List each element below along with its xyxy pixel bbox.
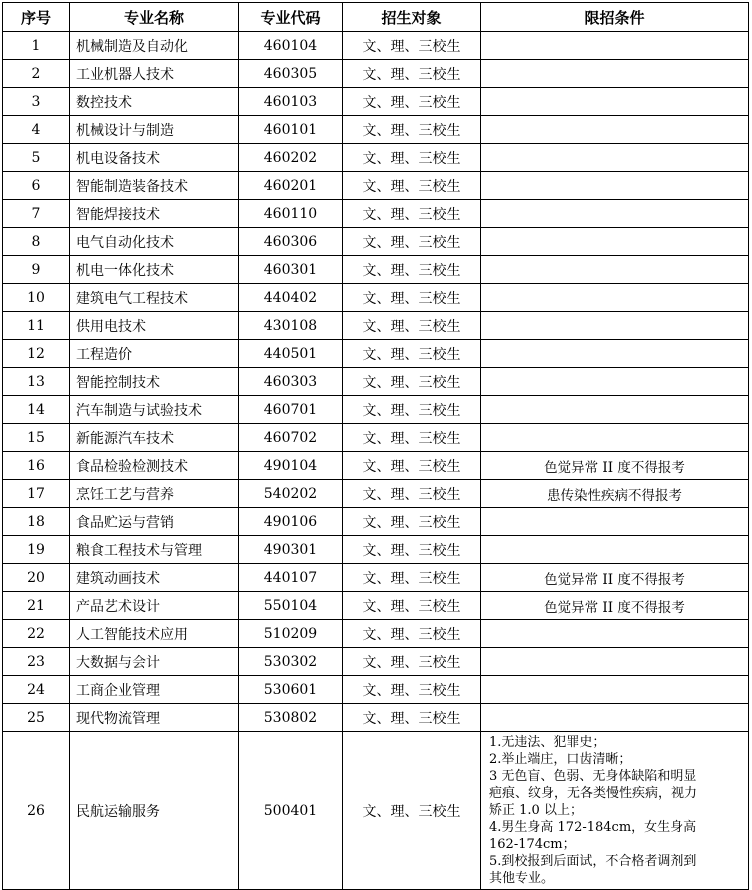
cell-enrollment-target: 文、理、三校生 xyxy=(343,200,481,228)
cell-major-code: 460701 xyxy=(239,396,343,424)
table-row xyxy=(3,256,749,284)
cell-major-code: 530601 xyxy=(239,676,343,704)
cell-restrictions xyxy=(481,508,749,536)
cell-major-code: 460202 xyxy=(239,144,343,172)
restriction-line: 5.到校报到后面试，不合格者调剂到 xyxy=(489,854,697,869)
cell-restrictions xyxy=(481,424,749,452)
cell-major-code: 460303 xyxy=(239,368,343,396)
cell-major-name: 人工智能技术应用 xyxy=(70,620,239,648)
cell-major-name: 食品检验检测技术 xyxy=(70,452,239,480)
restriction-line: 1.无违法、犯罪史； xyxy=(489,735,606,750)
table-row xyxy=(3,368,749,396)
cell-restrictions xyxy=(481,32,749,60)
table-row xyxy=(3,340,749,368)
table-body xyxy=(3,32,749,890)
table-row xyxy=(3,200,749,228)
cell-no: 13 xyxy=(3,368,70,396)
cell-enrollment-target: 文、理、三校生 xyxy=(343,396,481,424)
cell-no: 6 xyxy=(3,172,70,200)
cell-major-code: 460110 xyxy=(239,200,343,228)
restriction-line: 其他专业。 xyxy=(489,871,555,886)
cell-restrictions xyxy=(481,676,749,704)
table-row xyxy=(3,228,749,256)
cell-major-name: 产品艺术设计 xyxy=(70,592,239,620)
cell-major-code: 460103 xyxy=(239,88,343,116)
header-major-name: 专业名称 xyxy=(70,3,239,32)
cell-major-code: 460101 xyxy=(239,116,343,144)
cell-restrictions xyxy=(481,256,749,284)
table-row xyxy=(3,312,749,340)
cell-major-code: 460301 xyxy=(239,256,343,284)
cell-major-code: 460306 xyxy=(239,228,343,256)
cell-major-name: 智能焊接技术 xyxy=(70,200,239,228)
cell-major-code: 430108 xyxy=(239,312,343,340)
cell-major-code: 490301 xyxy=(239,536,343,564)
cell-restrictions xyxy=(481,648,749,676)
cell-enrollment-target: 文、理、三校生 xyxy=(343,732,481,890)
cell-no: 12 xyxy=(3,340,70,368)
cell-restrictions xyxy=(481,228,749,256)
cell-enrollment-target: 文、理、三校生 xyxy=(343,452,481,480)
cell-major-name: 现代物流管理 xyxy=(70,704,239,732)
cell-major-code: 490106 xyxy=(239,508,343,536)
table-row xyxy=(3,172,749,200)
cell-no: 17 xyxy=(3,480,70,508)
cell-major-name: 烹饪工艺与营养 xyxy=(70,480,239,508)
table-row xyxy=(3,704,749,732)
cell-enrollment-target: 文、理、三校生 xyxy=(343,620,481,648)
cell-restrictions xyxy=(481,704,749,732)
cell-no: 2 xyxy=(3,60,70,88)
table-header-row xyxy=(3,3,749,32)
cell-major-name: 智能制造装备技术 xyxy=(70,172,239,200)
cell-no: 25 xyxy=(3,704,70,732)
cell-major-name: 建筑电气工程技术 xyxy=(70,284,239,312)
cell-restrictions: 色觉异常 II 度不得报考 xyxy=(481,564,749,592)
restriction-line: 矫正 1.0 以上； xyxy=(489,803,583,818)
cell-no: 18 xyxy=(3,508,70,536)
cell-no: 20 xyxy=(3,564,70,592)
restriction-line: 疤痕、纹身，无各类慢性疾病，视力 xyxy=(489,786,698,801)
cell-enrollment-target: 文、理、三校生 xyxy=(343,340,481,368)
cell-major-name: 大数据与会计 xyxy=(70,648,239,676)
cell-no: 23 xyxy=(3,648,70,676)
cell-major-name: 新能源汽车技术 xyxy=(70,424,239,452)
cell-major-code: 460201 xyxy=(239,172,343,200)
cell-restrictions xyxy=(481,144,749,172)
cell-major-name: 机电设备技术 xyxy=(70,144,239,172)
cell-major-code: 510209 xyxy=(239,620,343,648)
cell-enrollment-target: 文、理、三校生 xyxy=(343,60,481,88)
table-row xyxy=(3,508,749,536)
table-row xyxy=(3,620,749,648)
cell-no: 24 xyxy=(3,676,70,704)
cell-major-name: 机械制造及自动化 xyxy=(70,32,239,60)
table-row xyxy=(3,480,749,508)
cell-restrictions xyxy=(481,88,749,116)
cell-no: 22 xyxy=(3,620,70,648)
cell-enrollment-target: 文、理、三校生 xyxy=(343,480,481,508)
table-row xyxy=(3,144,749,172)
cell-no: 10 xyxy=(3,284,70,312)
header-no: 序号 xyxy=(3,3,70,32)
cell-restrictions xyxy=(481,340,749,368)
cell-no: 4 xyxy=(3,116,70,144)
header-enrollment-target: 招生对象 xyxy=(343,3,481,32)
cell-major-code: 440501 xyxy=(239,340,343,368)
cell-no: 1 xyxy=(3,32,70,60)
cell-restrictions xyxy=(481,172,749,200)
cell-enrollment-target: 文、理、三校生 xyxy=(343,312,481,340)
cell-major-name: 食品贮运与营销 xyxy=(70,508,239,536)
cell-restrictions xyxy=(481,396,749,424)
cell-enrollment-target: 文、理、三校生 xyxy=(343,564,481,592)
cell-enrollment-target: 文、理、三校生 xyxy=(343,228,481,256)
cell-no: 15 xyxy=(3,424,70,452)
cell-enrollment-target: 文、理、三校生 xyxy=(343,88,481,116)
admission-majors-table xyxy=(2,2,749,890)
cell-restrictions xyxy=(481,284,749,312)
cell-no: 19 xyxy=(3,536,70,564)
table-row xyxy=(3,452,749,480)
cell-major-name: 数控技术 xyxy=(70,88,239,116)
table-row xyxy=(3,424,749,452)
header-restrictions: 限招条件 xyxy=(481,3,749,32)
cell-enrollment-target: 文、理、三校生 xyxy=(343,32,481,60)
cell-no: 5 xyxy=(3,144,70,172)
cell-restrictions xyxy=(481,620,749,648)
cell-no: 11 xyxy=(3,312,70,340)
cell-major-code: 530302 xyxy=(239,648,343,676)
cell-enrollment-target: 文、理、三校生 xyxy=(343,368,481,396)
cell-no: 3 xyxy=(3,88,70,116)
cell-major-name: 工商企业管理 xyxy=(70,676,239,704)
table-row xyxy=(3,732,749,890)
cell-enrollment-target: 文、理、三校生 xyxy=(343,508,481,536)
cell-major-code: 460104 xyxy=(239,32,343,60)
cell-major-name: 汽车制造与试验技术 xyxy=(70,396,239,424)
table-row xyxy=(3,60,749,88)
table-row xyxy=(3,396,749,424)
cell-major-name: 电气自动化技术 xyxy=(70,228,239,256)
restriction-line: 4.男生身高 172-184cm，女生身高 xyxy=(489,820,697,835)
restriction-line: 3 无色盲、色弱、无身体缺陷和明显 xyxy=(489,769,697,784)
table-row xyxy=(3,648,749,676)
cell-enrollment-target: 文、理、三校生 xyxy=(343,172,481,200)
cell-enrollment-target: 文、理、三校生 xyxy=(343,144,481,172)
cell-major-code: 530802 xyxy=(239,704,343,732)
cell-restrictions xyxy=(481,536,749,564)
cell-major-name: 供用电技术 xyxy=(70,312,239,340)
cell-restrictions: 色觉异常 II 度不得报考 xyxy=(481,592,749,620)
header-major-code: 专业代码 xyxy=(239,3,343,32)
cell-major-name: 智能控制技术 xyxy=(70,368,239,396)
cell-restrictions xyxy=(481,116,749,144)
cell-major-code: 540202 xyxy=(239,480,343,508)
cell-no: 8 xyxy=(3,228,70,256)
cell-restrictions xyxy=(481,312,749,340)
cell-major-name: 建筑动画技术 xyxy=(70,564,239,592)
cell-enrollment-target: 文、理、三校生 xyxy=(343,648,481,676)
cell-restrictions xyxy=(481,732,749,890)
table-row xyxy=(3,88,749,116)
cell-major-name: 工业机器人技术 xyxy=(70,60,239,88)
cell-no: 14 xyxy=(3,396,70,424)
cell-major-code: 440107 xyxy=(239,564,343,592)
cell-restrictions xyxy=(481,368,749,396)
table-row xyxy=(3,284,749,312)
cell-major-code: 440402 xyxy=(239,284,343,312)
cell-major-code: 460702 xyxy=(239,424,343,452)
table-row xyxy=(3,116,749,144)
cell-major-code: 550104 xyxy=(239,592,343,620)
cell-major-code: 490104 xyxy=(239,452,343,480)
cell-major-name: 机电一体化技术 xyxy=(70,256,239,284)
table-row xyxy=(3,536,749,564)
cell-major-name: 机械设计与制造 xyxy=(70,116,239,144)
cell-enrollment-target: 文、理、三校生 xyxy=(343,424,481,452)
restriction-line: 162-174cm； xyxy=(489,837,576,852)
cell-no: 16 xyxy=(3,452,70,480)
cell-major-name: 民航运输服务 xyxy=(70,732,239,890)
cell-major-code: 460305 xyxy=(239,60,343,88)
table-row xyxy=(3,592,749,620)
cell-enrollment-target: 文、理、三校生 xyxy=(343,592,481,620)
cell-restrictions: 患传染性疾病不得报考 xyxy=(481,480,749,508)
table-row xyxy=(3,32,749,60)
cell-enrollment-target: 文、理、三校生 xyxy=(343,676,481,704)
cell-enrollment-target: 文、理、三校生 xyxy=(343,536,481,564)
cell-restrictions xyxy=(481,200,749,228)
cell-major-code: 500401 xyxy=(239,732,343,890)
table-row xyxy=(3,676,749,704)
cell-enrollment-target: 文、理、三校生 xyxy=(343,256,481,284)
cell-major-name: 工程造价 xyxy=(70,340,239,368)
cell-no: 7 xyxy=(3,200,70,228)
table-row xyxy=(3,564,749,592)
restriction-line: 2.举止端庄，口齿清晰； xyxy=(489,752,632,767)
cell-major-name: 粮食工程技术与管理 xyxy=(70,536,239,564)
cell-restrictions xyxy=(481,60,749,88)
cell-no: 21 xyxy=(3,592,70,620)
cell-no: 26 xyxy=(3,732,70,890)
cell-enrollment-target: 文、理、三校生 xyxy=(343,284,481,312)
cell-enrollment-target: 文、理、三校生 xyxy=(343,704,481,732)
cell-restrictions: 色觉异常 II 度不得报考 xyxy=(481,452,749,480)
cell-enrollment-target: 文、理、三校生 xyxy=(343,116,481,144)
cell-no: 9 xyxy=(3,256,70,284)
